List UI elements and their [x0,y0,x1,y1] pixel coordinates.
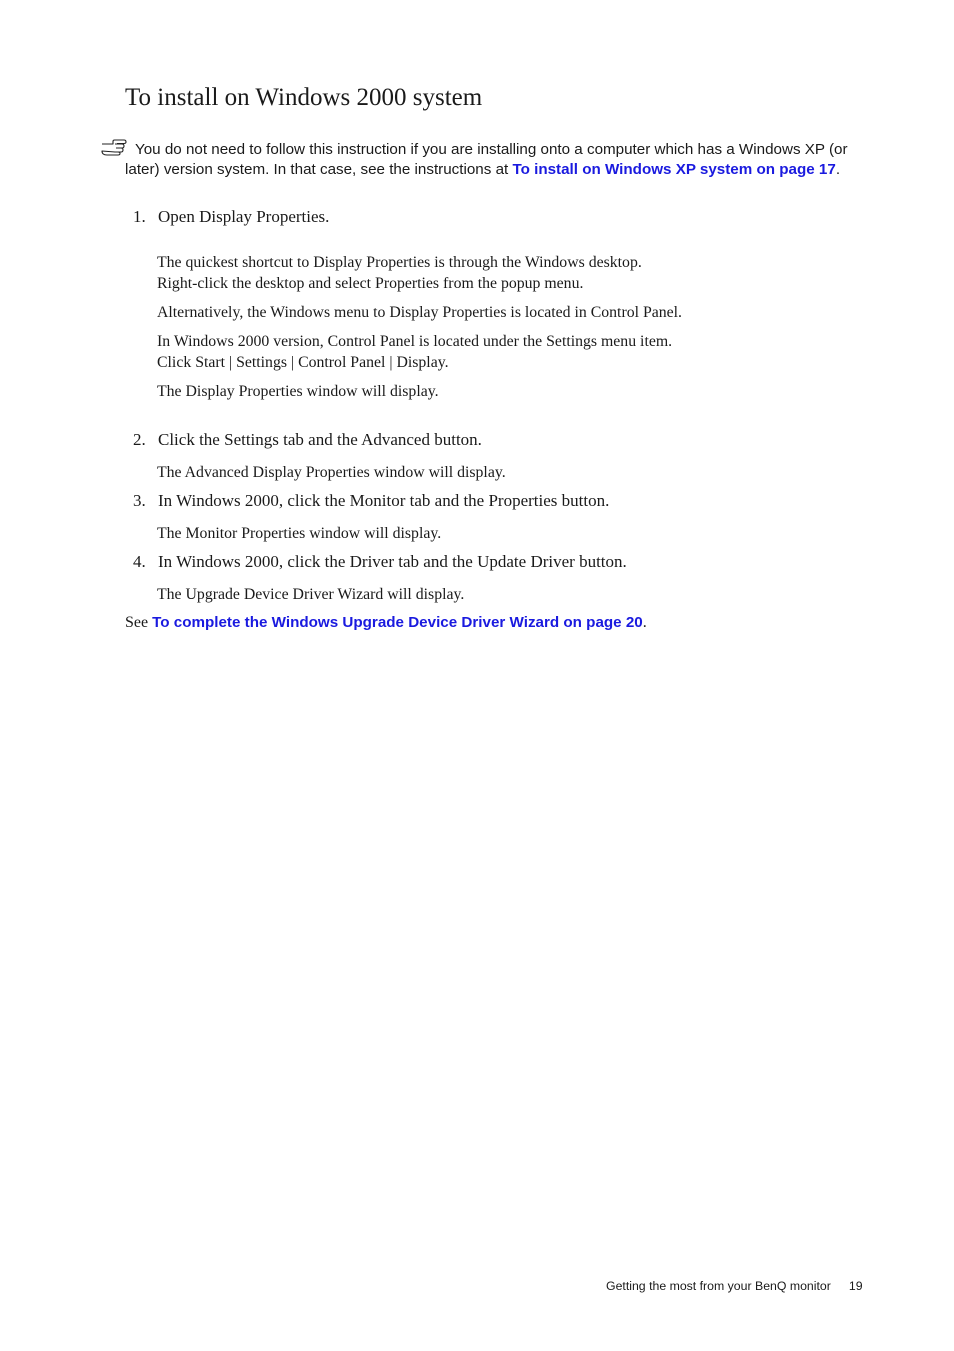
paragraph-line [157,331,672,352]
text: | [225,354,237,371]
ui-term: Properties [375,275,440,292]
text: . [444,354,449,371]
step-text: tab and the [278,430,362,449]
link-complete-wizard[interactable]: To complete the Windows Upgrade Device Driver Wizard on page 20 [152,614,643,631]
text: from the popup menu. [439,275,584,292]
text: In Windows 2000 version, [157,333,328,350]
text: The [157,525,186,542]
text: is located under the [414,333,547,350]
ui-term-settings: Settings [224,430,279,449]
step-number: 2. [133,430,146,449]
text: . [642,614,647,631]
text: is located in [506,304,591,321]
step-4 [133,552,627,572]
text: window will display. [302,383,439,400]
ui-term: Display Properties [313,254,431,271]
step-text: tab and the [405,491,489,510]
ui-term: Advanced Display Properties [184,464,370,481]
ui-term: Display [396,354,445,371]
step-1 [133,207,329,227]
text: . [678,304,682,321]
ui-term-driver: Driver [349,552,395,571]
text: Click [157,354,196,371]
ui-term: Upgrade Device Driver Wizard [185,586,384,603]
page-title: To install on Windows 2000 system [125,84,483,111]
step-2 [133,430,482,450]
note-text-body: You do not need to follow this instruction if you are installing onto a computer which has a Windows XP (or later) version system. In that case, see the instructions at [125,141,848,178]
text: See [125,614,153,631]
step-text: . [325,207,330,226]
text: menu item. [597,333,673,350]
page-footer [606,1279,863,1293]
text: The [157,586,186,603]
text: | [287,354,299,371]
ui-term: Monitor Properties [185,525,306,542]
step-text: Click the [158,430,225,449]
ui-term: Display Properties [389,304,507,321]
text: Alternatively, the Windows menu to [157,304,390,321]
footer-text: Getting the most from your BenQ monitor [606,1279,831,1293]
text: Right-click the desktop and select [157,275,376,292]
paragraph-line [157,352,672,373]
paragraph-line [157,252,642,273]
text: The [157,464,185,481]
step-text: tab and the [394,552,478,571]
ui-term-monitor: Monitor [349,491,406,510]
step-number: 4. [133,552,146,571]
ui-term: Settings [236,354,288,371]
step-text: In Windows 2000, click the [158,491,350,510]
paragraph-line [157,273,642,294]
text: will display. [383,586,465,603]
step1-paragraph-1 [157,252,642,294]
step-number: 1. [133,207,146,226]
see-reference [125,614,647,632]
ui-term: Control Panel [327,333,415,350]
step-text: button. [574,552,627,571]
ui-term: Display Properties [185,383,303,400]
text: | [385,354,397,371]
step1-paragraph-4 [157,381,439,402]
step-text: In Windows 2000, click the [158,552,350,571]
step-3 [133,491,609,511]
text: is through the Windows desktop. [430,254,642,271]
ui-term-update-driver: Update Driver [477,552,575,571]
note-text [125,140,870,180]
ui-term: Settings [546,333,598,350]
step-text: button. [429,430,482,449]
text: The [157,383,186,400]
link-install-xp[interactable]: To install on Windows XP system on page 17 [512,161,836,178]
step-text: Open [158,207,200,226]
ui-term: Start [195,354,226,371]
text: window will display. [305,525,442,542]
step1-paragraph-3 [157,331,672,373]
ui-term-advanced: Advanced [361,430,430,449]
step2-result [157,462,506,483]
step-text: button. [557,491,610,510]
text: window will display. [369,464,506,481]
step3-result [157,523,441,544]
text: The quickest shortcut to [157,254,314,271]
ui-term: Control Panel [590,304,679,321]
step1-paragraph-2 [157,302,682,323]
page-number: 19 [848,1279,863,1293]
ui-term: Control Panel [298,354,386,371]
step4-result [157,584,464,605]
note-text-end: . [835,161,841,178]
step-number: 3. [133,491,146,510]
ui-term-properties: Properties [488,491,558,510]
ui-term-display-properties: Display Properties [199,207,326,226]
